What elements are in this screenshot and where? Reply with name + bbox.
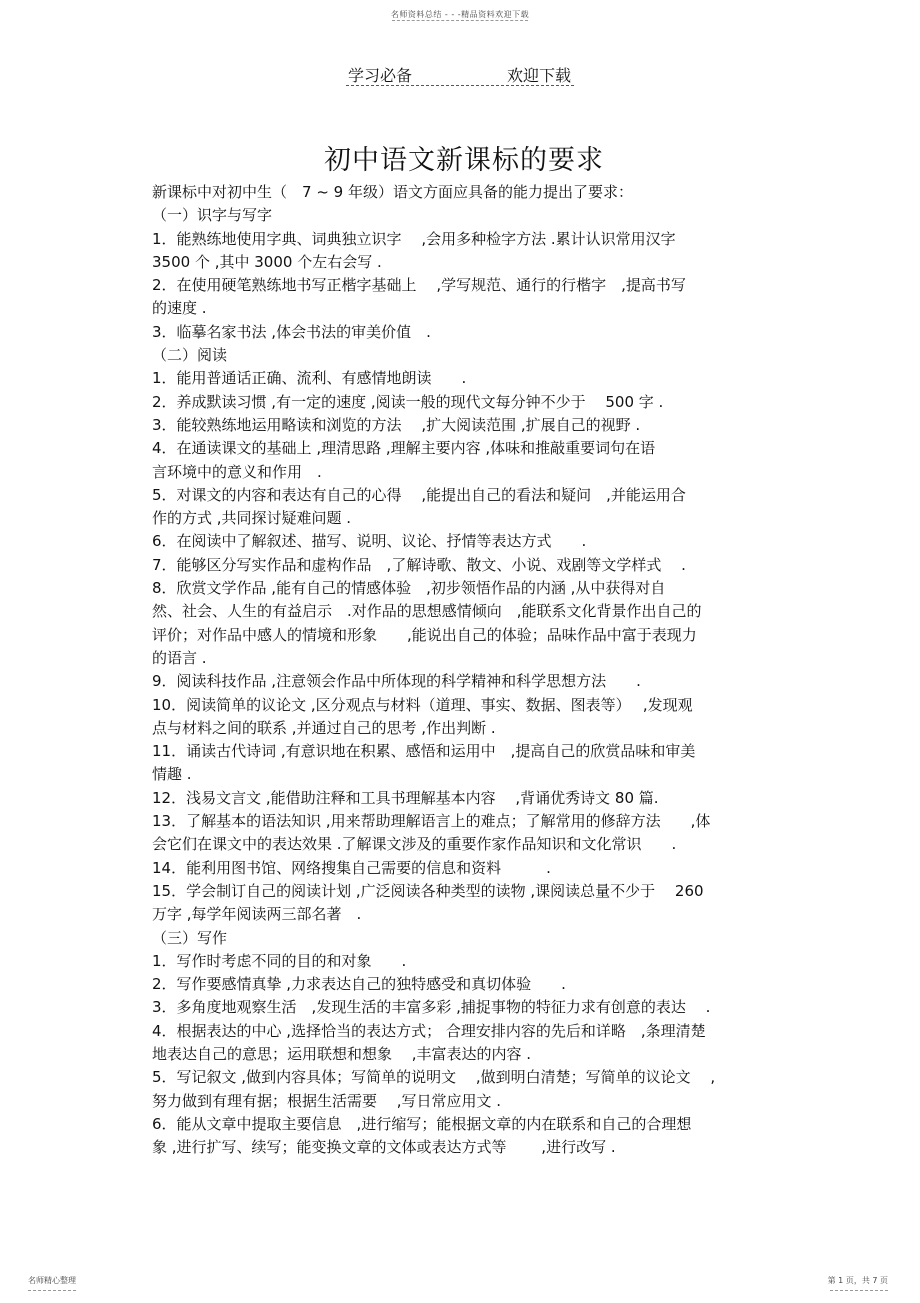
body-line: 的速度 . — [152, 299, 207, 318]
body-line: 6．在阅读中了解叙述、描写、说明、议论、抒情等表达方式 . — [152, 532, 587, 551]
header-right-text: 欢迎下载 — [506, 66, 571, 85]
document-title: 初中语文新课标的要求 — [324, 145, 604, 176]
page-number: 第 1 页，共 7 页 — [827, 1276, 888, 1285]
body-line: 新课标中对初中生（ 7 ~ 9 年级）语文方面应具备的能力提出了要求： — [152, 183, 633, 201]
body-line: 10．阅读简单的议论文 ,区分观点与材料（道理、事实、数据、图表等） ,发现观 — [152, 695, 693, 714]
body-line: 作的方式 ,共同探讨疑难问题 . — [152, 509, 352, 528]
body-line: 12．浅易文言文 ,能借助注释和工具书理解基本内容 ,背诵优秀诗文 80 篇. — [152, 788, 659, 807]
body-line: 评价；对作品中感人的情境和形象 ,能说出自己的体验；品味作品中富于表现力 — [152, 625, 697, 644]
body-line: 的语言 . — [152, 648, 207, 667]
body-line: 3．多角度地观察生活 ,发现生活的丰富多彩 ,捕捉事物的特征力求有创意的表达 . — [152, 998, 711, 1017]
body-line: 1．能熟练地使用字典、词典独立识字 ,会用多种检字方法 .累计认识常用汉字 — [152, 229, 676, 248]
footer-left-dotted-rule — [28, 1290, 76, 1291]
body-line: 4．在通读课文的基础上 ,理清思路 ,理解主要内容 ,体味和推敲重要词句在语 — [152, 439, 656, 458]
body-line: 5．写记叙文 ,做到内容具体；写简单的说明文 ,做到明白清楚；写简单的议论文 , — [152, 1068, 716, 1087]
body-line: 万字 ,每学年阅读两三部名著 . — [152, 905, 362, 924]
body-line: 地表达自己的意思；运用联想和想象 ,丰富表达的内容 . — [152, 1044, 532, 1063]
footer-left-watermark: 名师精心整理 — [28, 1276, 76, 1285]
document-body — [152, 181, 774, 1159]
body-line: 言环境中的意义和作用 . — [152, 462, 322, 481]
body-line: 8．欣赏文学作品 ,能有自己的情感体验 ,初步领悟作品的内涵 ,从中获得对自 — [152, 579, 666, 598]
top-watermark: 名师资料总结 - - -精品资料欢迎下载 — [390, 10, 530, 19]
body-line: 2．写作要感情真挚 ,力求表达自己的独特感受和真切体验 . — [152, 975, 566, 994]
footer-right-dotted-rule — [830, 1290, 888, 1291]
body-line: 15．学会制订自己的阅读计划 ,广泛阅读各种类型的读物 ,课阅读总量不少于 260 — [152, 881, 704, 900]
header-left-text: 学习必备 — [348, 66, 413, 85]
body-line: 6．能从文章中提取主要信息 ,进行缩写；能根据文章的内在联系和自己的合理想 — [152, 1114, 692, 1133]
body-line: 象 ,进行扩写、续写；能变换文章的文体或表达方式等 ,进行改写 . — [152, 1138, 616, 1157]
body-line: （三）写作 — [152, 928, 228, 947]
body-line: 5．对课文的内容和表达有自己的心得 ,能提出自己的看法和疑问 ,并能运用合 — [152, 485, 686, 504]
body-line: 1．能用普通话正确、流利、有感情地朗读 . — [152, 369, 467, 388]
body-line: 情趣 . — [152, 765, 192, 784]
body-line: 3．临摹名家书法 ,体会书法的审美价值 . — [152, 322, 431, 341]
top-dotted-rule — [392, 20, 528, 21]
body-line: 然、社会、人生的有益启示 .对作品的思想感情倾向 ,能联系文化背景作出自己的 — [152, 602, 702, 621]
body-line: 3500 个 ,其中 3000 个左右会写 . — [152, 252, 382, 271]
body-line: 13．了解基本的语法知识 ,用来帮助理解语言上的难点；了解常用的修辞方法 ,体 — [152, 812, 711, 831]
body-line: （一）识字与写字 — [152, 206, 273, 225]
body-line: 11．诵读古代诗词 ,有意识地在积累、感悟和运用中 ,提高自己的欣赏品味和审美 — [152, 742, 696, 761]
body-line: 2．养成默读习惯 ,有一定的速度 ,阅读一般的现代文每分钟不少于 500 字 . — [152, 392, 664, 411]
body-line: 会它们在课文中的表达效果 .了解课文涉及的重要作家作品知识和文化常识 . — [152, 835, 677, 854]
body-line: 4．根据表达的中心 ,选择恰当的表达方式； 合理安排内容的先后和详略 ,条理清楚 — [152, 1021, 706, 1040]
body-line: 2．在使用硬笔熟练地书写正楷字基础上 ,学写规范、通行的行楷字 ,提高书写 — [152, 276, 686, 295]
body-line: 1．写作时考虑不同的目的和对象 . — [152, 951, 407, 970]
body-line: 点与材料之间的联系 ,并通过自己的思考 ,作出判断 . — [152, 718, 496, 737]
body-line: 14．能利用图书馆、网络搜集自己需要的信息和资料 . — [152, 858, 551, 877]
body-line: 努力做到有理有据；根据生活需要 ,写日常应用文 . — [152, 1091, 502, 1110]
body-line: 9．阅读科技作品 ,注意领会作品中所体现的科学精神和科学思想方法 . — [152, 672, 641, 691]
page-header — [346, 63, 574, 86]
body-line: 3．能较熟练地运用略读和浏览的方法 ,扩大阅读范围 ,扩展自己的视野 . — [152, 415, 641, 434]
body-line: 7．能够区分写实作品和虚构作品 ,了解诗歌、散文、小说、戏剧等文学样式 . — [152, 555, 686, 574]
body-line: （二）阅读 — [152, 346, 228, 365]
